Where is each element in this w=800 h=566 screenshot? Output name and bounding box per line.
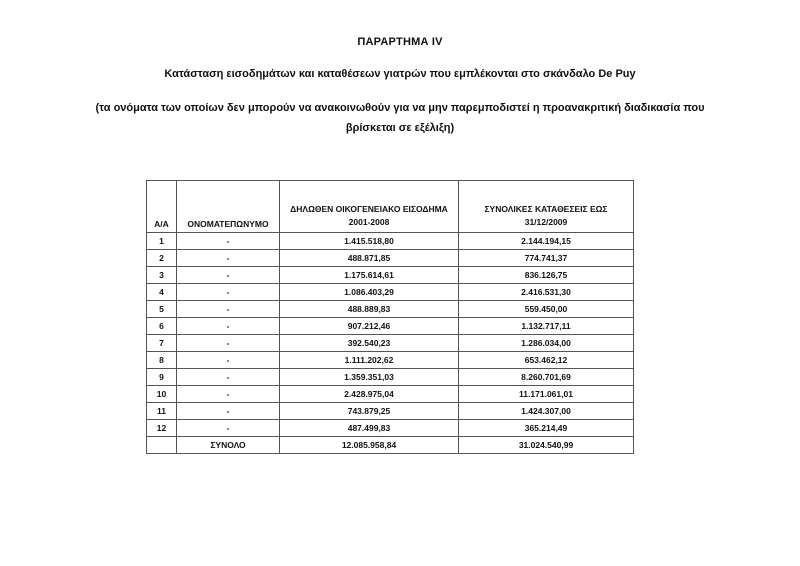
- total-row: [147, 437, 634, 454]
- row-income-cell: 907.212,46: [280, 318, 459, 335]
- table-row: [147, 233, 634, 250]
- row-name-cell: -: [177, 352, 280, 369]
- row-name-cell: -: [177, 233, 280, 250]
- table-row: [147, 318, 634, 335]
- table-header-row: [147, 181, 634, 233]
- table-row: [147, 386, 634, 403]
- row-num-cell: 7: [147, 335, 177, 352]
- row-num-cell: 10: [147, 386, 177, 403]
- row-income-cell: 1.086.403,29: [280, 284, 459, 301]
- total-num-cell: [147, 437, 177, 454]
- page-title: ΠΑΡΑΡΤΗΜΑ IV: [357, 36, 443, 48]
- row-deposits-cell: 774.741,37: [459, 250, 634, 267]
- total-label: ΣΥΝΟΛΟ: [177, 437, 280, 454]
- total-deposits: 31.024.540,99: [459, 437, 634, 454]
- table-row: [147, 267, 634, 284]
- table-body: [147, 233, 634, 437]
- row-deposits-cell: 1.132.717,11: [459, 318, 634, 335]
- row-income-cell: 1.415.518,80: [280, 233, 459, 250]
- row-income-cell: 488.889,83: [280, 301, 459, 318]
- row-income-cell: 1.359.351,03: [280, 369, 459, 386]
- table-row: [147, 301, 634, 318]
- row-name-cell: -: [177, 335, 280, 352]
- row-income-cell: 743.879,25: [280, 403, 459, 420]
- note-line-2: βρίσκεται σε εξέλιξη): [345, 122, 455, 134]
- header-deposits: [459, 181, 634, 233]
- row-deposits-cell: 8.260.701,69: [459, 369, 634, 386]
- header-deposits-line-1: ΣΥΝΟΛΙΚΕΣ ΚΑΤΑΘΕΣΕΙΣ ΕΩΣ: [484, 204, 608, 214]
- row-name-cell: -: [177, 386, 280, 403]
- income-deposits-table: [146, 180, 634, 454]
- row-income-cell: 1.175.614,61: [280, 267, 459, 284]
- row-num-cell: 1: [147, 233, 177, 250]
- table-row: [147, 335, 634, 352]
- row-name-cell: -: [177, 250, 280, 267]
- row-num-cell: 12: [147, 420, 177, 437]
- total-income: 12.085.958,84: [280, 437, 459, 454]
- row-deposits-cell: 559.450,00: [459, 301, 634, 318]
- row-deposits-cell: 1.286.034,00: [459, 335, 634, 352]
- row-num-cell: 11: [147, 403, 177, 420]
- row-income-cell: 2.428.975,04: [280, 386, 459, 403]
- row-deposits-cell: 653.462,12: [459, 352, 634, 369]
- row-num-cell: 5: [147, 301, 177, 318]
- row-deposits-cell: 365.214,49: [459, 420, 634, 437]
- header-income-line-1: ΔΗΛΩΘΕΝ ΟΙΚΟΓΕΝΕΙΑΚΟ ΕΙΣΟΔΗΜΑ: [290, 204, 448, 214]
- row-name-cell: -: [177, 301, 280, 318]
- row-income-cell: 1.111.202,62: [280, 352, 459, 369]
- row-num-cell: 6: [147, 318, 177, 335]
- row-deposits-cell: 1.424.307,00: [459, 403, 634, 420]
- table-row: [147, 403, 634, 420]
- row-num-cell: 2: [147, 250, 177, 267]
- row-num-cell: 3: [147, 267, 177, 284]
- row-deposits-cell: 836.126,75: [459, 267, 634, 284]
- header-income-line-2: 2001-2008: [348, 217, 390, 227]
- table-row: [147, 250, 634, 267]
- table-row: [147, 352, 634, 369]
- row-deposits-cell: 2.144.194,15: [459, 233, 634, 250]
- row-num-cell: 4: [147, 284, 177, 301]
- row-deposits-cell: 2.416.531,30: [459, 284, 634, 301]
- table-row: [147, 369, 634, 386]
- row-num-cell: 8: [147, 352, 177, 369]
- table-row: [147, 420, 634, 437]
- row-deposits-cell: 11.171.061,01: [459, 386, 634, 403]
- table-row: [147, 284, 634, 301]
- header-num: Α/Α: [147, 181, 177, 233]
- header-income: [280, 181, 459, 233]
- row-income-cell: 392.540,23: [280, 335, 459, 352]
- row-name-cell: -: [177, 267, 280, 284]
- row-income-cell: 487.499,83: [280, 420, 459, 437]
- row-income-cell: 488.871,85: [280, 250, 459, 267]
- row-name-cell: -: [177, 284, 280, 301]
- row-name-cell: -: [177, 318, 280, 335]
- row-name-cell: -: [177, 369, 280, 386]
- row-name-cell: -: [177, 403, 280, 420]
- note-line-1: (τα ονόματα των οποίων δεν μπορούν να ανακοινωθούν για να μην παρεμποδιστεί η προανακριτική διαδικασία που: [95, 102, 705, 114]
- row-num-cell: 9: [147, 369, 177, 386]
- header-deposits-line-2: 31/12/2009: [524, 217, 568, 227]
- document-subtitle: Κατάσταση εισοδημάτων και καταθέσεων γιατρών που εμπλέκονται στο σκάνδαλο De Puy: [164, 68, 636, 80]
- header-name: ΟΝΟΜΑΤΕΠΩΝΥΜΟ: [177, 181, 280, 233]
- document-note: [40, 98, 760, 138]
- row-name-cell: -: [177, 420, 280, 437]
